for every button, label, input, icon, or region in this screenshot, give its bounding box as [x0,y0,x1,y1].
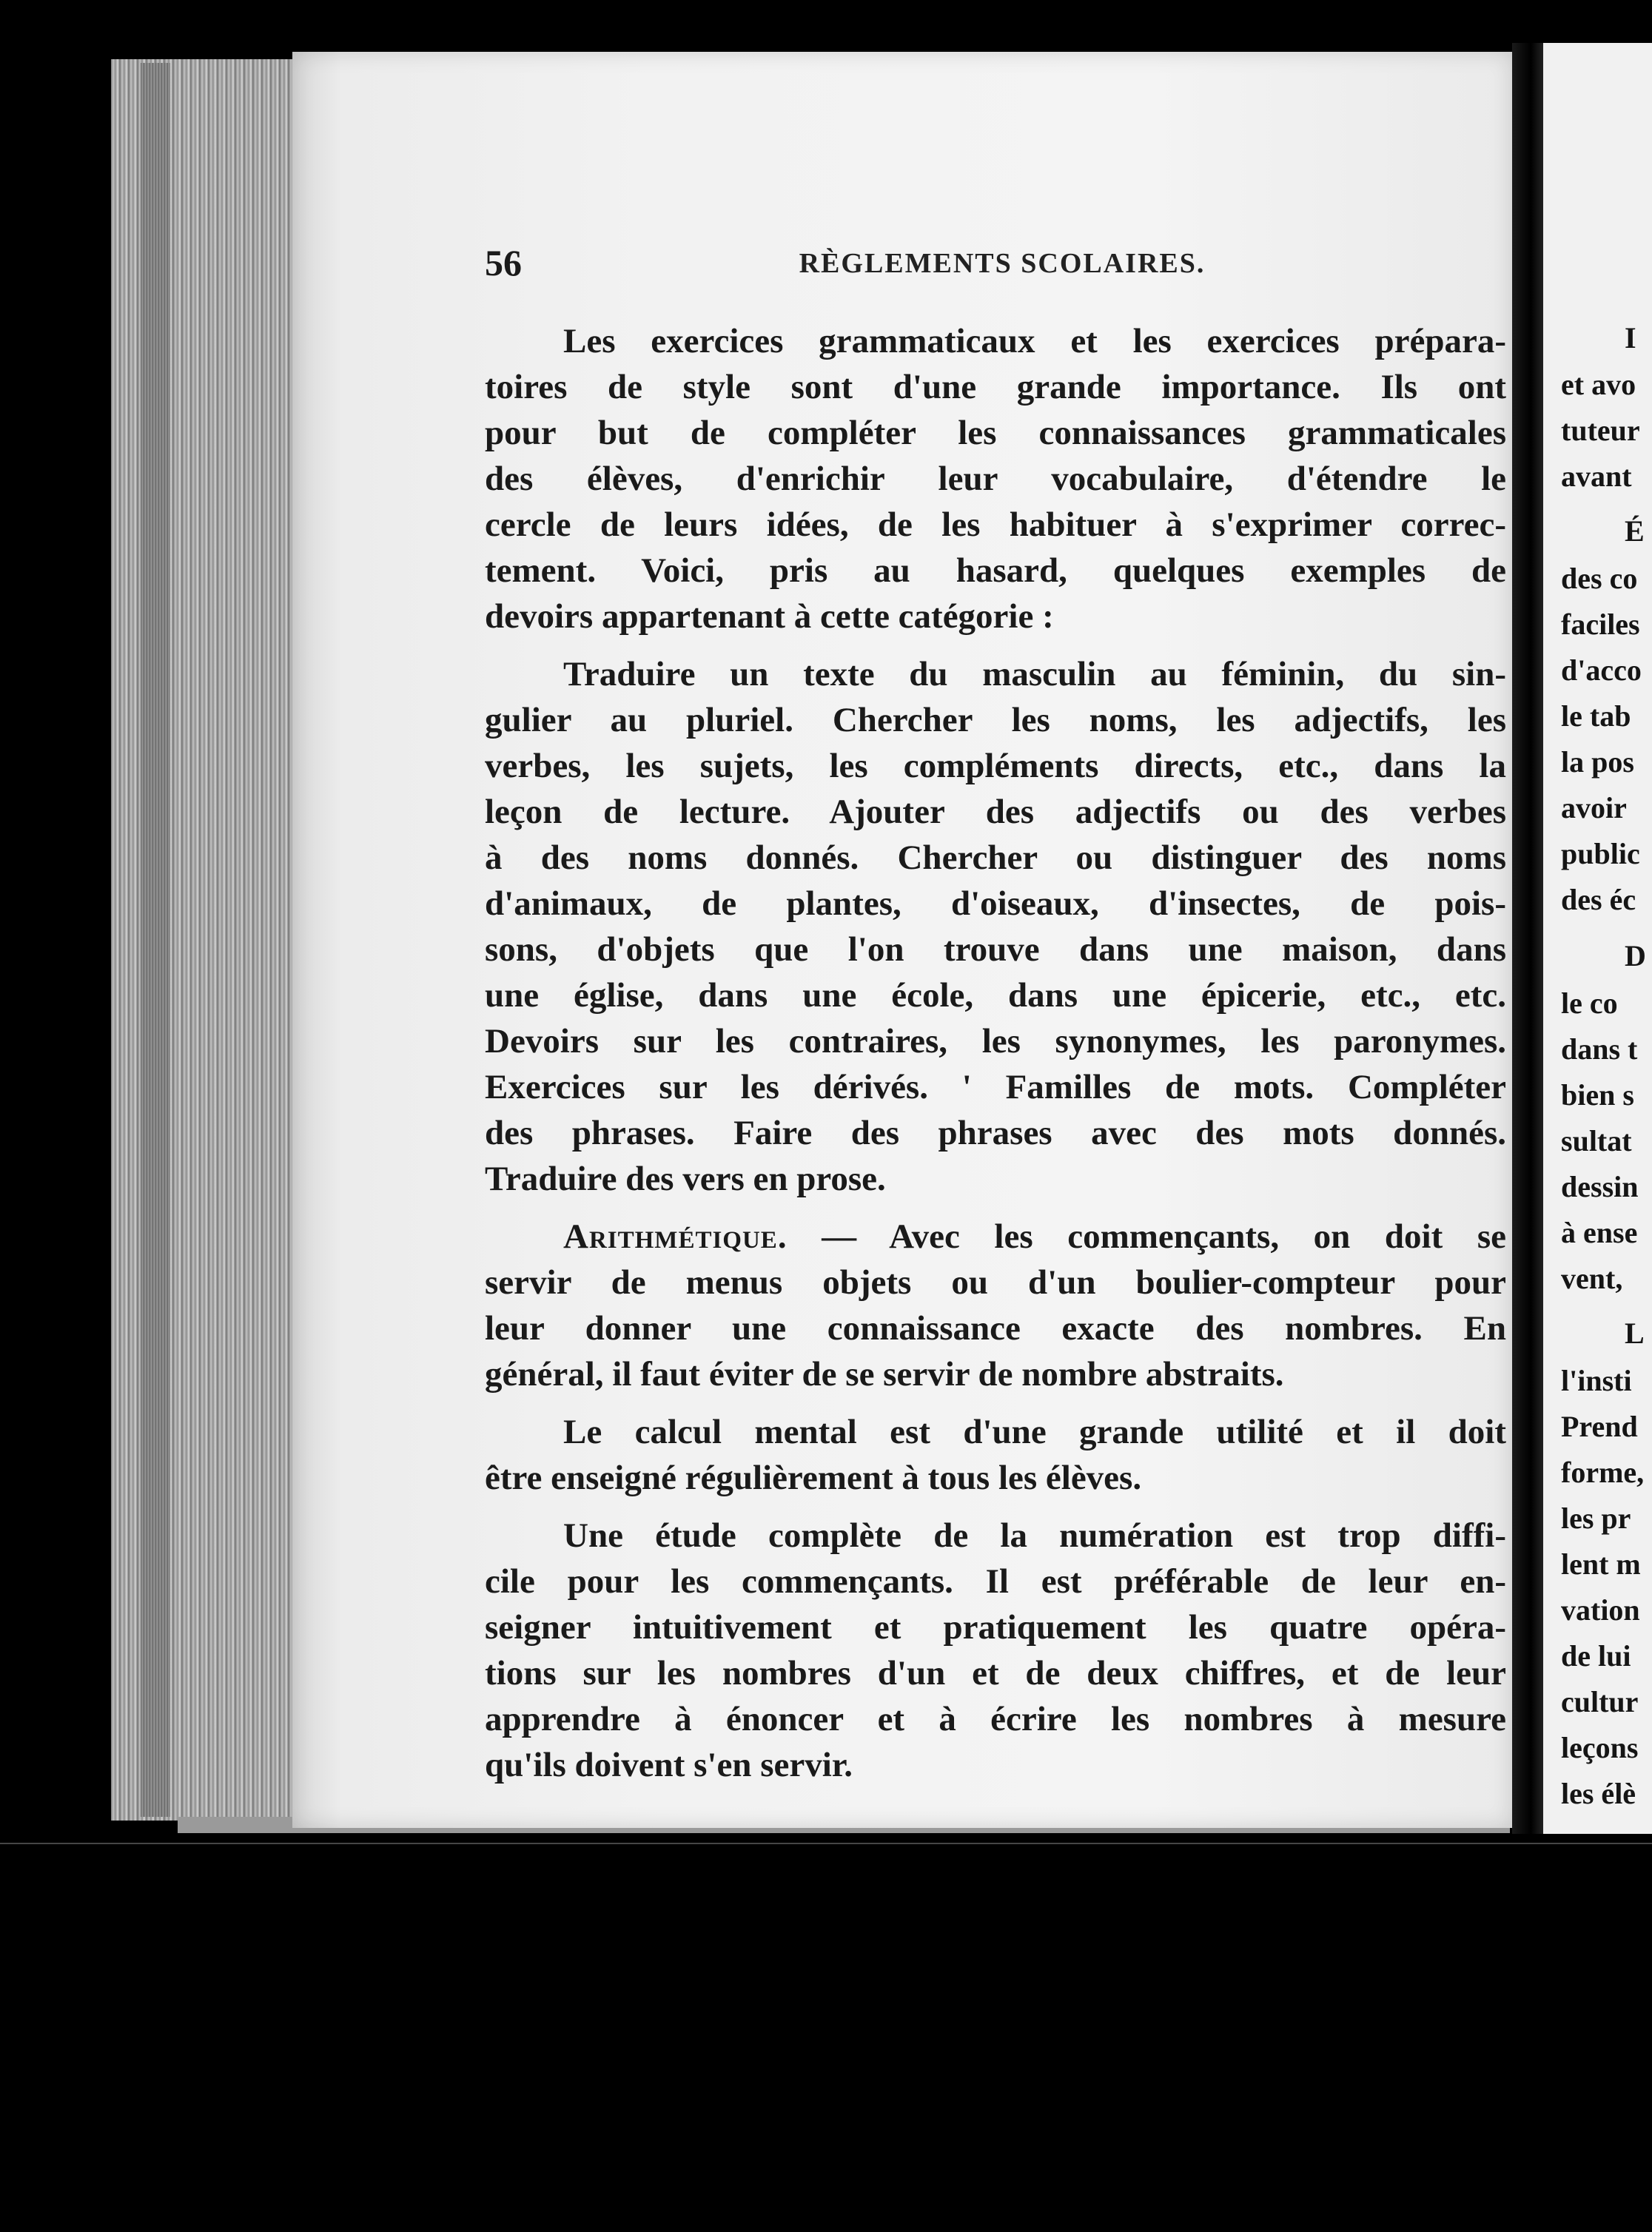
text-line: être enseigné régulièrement à tous les élèves. [485,1459,1142,1497]
paragraph-examples [485,651,1506,1202]
facing-page-fragment: sultat [1561,1124,1632,1157]
text-line: leçon de lecture. Ajouter des adjectifs ou des verbes [485,793,1506,831]
text-line: d'animaux, de plantes, d'oiseaux, d'insectes, de pois- [485,884,1506,923]
text-line: cercle de leurs idées, de les habituer à s'exprimer correc- [485,505,1506,544]
facing-page-fragment: tuteur [1561,414,1640,447]
text-line: cile pour les commençants. Il est préférable de leur en- [485,1562,1506,1601]
text-line: des élèves, d'enrichir leur vocabulaire, d'étendre le [485,460,1506,498]
text-line: pour but de compléter les connaissances grammaticales [485,414,1506,452]
text-line: Une étude complète de la numération est trop diffi- [563,1516,1506,1555]
facing-page-fragment: des co [1561,562,1638,595]
text-line [485,1214,1506,1260]
book-gutter [1512,43,1543,1834]
paragraph-mental-calculation [485,1409,1506,1501]
facing-page-fragment: public [1561,837,1640,870]
text-line: une église, dans une école, dans une épicerie, etc., etc. [485,976,1506,1015]
text-line: Exercices sur les dérivés. ' Familles de mots. Compléter [485,1068,1506,1106]
text-line: gulier au pluriel. Chercher les noms, les adjectifs, les [485,701,1506,739]
facing-page-fragment: faciles [1561,608,1640,641]
page-edges [111,59,295,1821]
facing-page-fragment: d'acco [1561,653,1642,687]
facing-page-fragment: l'insti [1561,1364,1632,1397]
facing-page-fragment: avoir [1561,791,1627,824]
facing-page-fragment: à ense [1561,1216,1638,1249]
text-line: général, il faut éviter de se servir de nombre abstraits. [485,1355,1284,1394]
facing-page-fragment: dans t [1561,1032,1638,1066]
text-line: devoirs appartenant à cette catégorie : [485,597,1054,636]
paragraph-numeration [485,1513,1506,1788]
text-line: Traduire un texte du masculin au féminin, du sin- [563,655,1506,693]
facing-page-fragment: forme, [1561,1456,1645,1489]
text-run: — Avec les commençants, on doit se [822,1217,1506,1256]
facing-page-fragment: le tab [1561,699,1631,733]
section-heading-arithmetic: Arithmétique. [563,1217,788,1256]
facing-page-fragment: de lui [1561,1639,1631,1673]
facing-page-fragment: D [1625,939,1646,972]
text-line: Devoirs sur les contraires, les synonymes, les paronymes. [485,1022,1506,1060]
paragraph-grammar-exercises [485,318,1506,639]
facing-page-fragment: vent, [1561,1262,1623,1295]
facing-page-fragment: lent m [1561,1547,1641,1581]
facing-page-fragment: vation [1561,1593,1640,1627]
scan-artifact-line [0,1843,1652,1844]
text-line: Les exercices grammaticaux et les exercices prépara- [563,322,1506,360]
page-number: 56 [485,242,522,283]
facing-page-fragment: et avo [1561,368,1636,401]
facing-page-fragment: des éc [1561,883,1636,916]
facing-page-fragment: dessin [1561,1170,1639,1203]
facing-page-fragment: Prend [1561,1410,1638,1443]
facing-page-fragment: L [1625,1317,1645,1350]
text-line: verbes, les sujets, les compléments directs, etc., dans la [485,747,1506,785]
facing-page-fragment: les élè [1561,1777,1636,1810]
facing-page-fragment: le co [1561,986,1618,1020]
facing-page-fragment: cultur [1561,1685,1639,1718]
paragraph-arithmetic [485,1214,1506,1397]
facing-page-fragment: I [1625,321,1636,354]
page-edges-inner [141,63,170,1817]
facing-page-fragment: la pos [1561,745,1634,779]
text-line: toires de style sont d'une grande importance. Ils ont [485,368,1506,406]
text-line: seigner intuitivement et pratiquement les quatre opéra- [485,1608,1506,1647]
text-line: qu'ils doivent s'en servir. [485,1746,853,1784]
text-line: des phrases. Faire des phrases avec des mots donnés. [485,1114,1506,1152]
text-line: tement. Voici, pris au hasard, quelques exemples de [485,551,1506,590]
text-line: sons, d'objets que l'on trouve dans une maison, dans [485,930,1506,969]
text-line: Traduire des vers en prose. [485,1160,886,1198]
facing-page-fragment: les pr [1561,1502,1631,1535]
text-line: tions sur les nombres d'un et de deux chiffres, et de leur [485,1654,1506,1693]
facing-page [1543,43,1652,1834]
facing-page-fragment: avant [1561,460,1632,493]
facing-page-fragment: É [1625,514,1645,548]
facing-page-fragment: bien s [1561,1078,1634,1112]
text-line: Le calcul mental est d'une grande utilité et il doit [563,1413,1506,1451]
text-line: leur donner une connaissance exacte des nombres. En [485,1309,1506,1348]
text-line: servir de menus objets ou d'un boulier-compteur pour [485,1263,1506,1302]
text-line: apprendre à énoncer et à écrire les nombres à mesure [485,1700,1506,1738]
text-line: à des noms donnés. Chercher ou distinguer des noms [485,838,1506,877]
body-text [485,318,1506,1788]
facing-page-fragment: leçons [1561,1731,1639,1764]
running-head: RÈGLEMENTS SCOLAIRES. [799,248,1206,279]
